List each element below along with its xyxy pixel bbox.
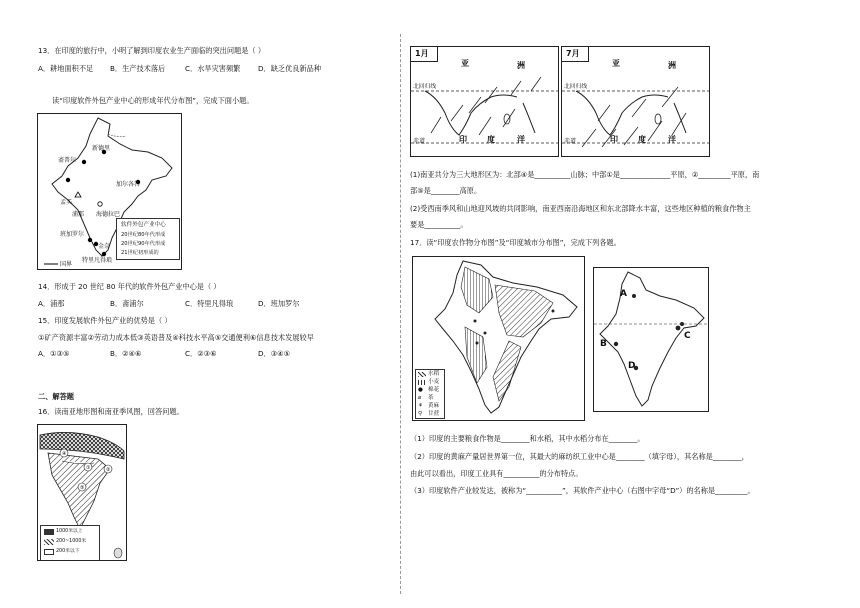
city-label-c: C xyxy=(684,331,691,341)
map1-legend xyxy=(116,218,180,260)
jan-ocean-yin: 印 xyxy=(459,135,467,144)
city-bangalore: 班加罗尔 xyxy=(60,231,85,238)
software-outsourcing-map xyxy=(37,113,182,270)
legend-swatch-rice xyxy=(418,372,426,377)
legend-high: 1000米以上 xyxy=(56,529,83,534)
city-thiruvananthapuram: 特里凡得琅 xyxy=(82,257,113,264)
svg-text:②: ② xyxy=(106,467,111,473)
crop-legend xyxy=(415,369,445,419)
legend-swatch-wheat xyxy=(418,380,426,385)
jul-ocean-yin: 印 xyxy=(610,135,618,144)
q17-sub3: （3）印度软件产业较发达，被称为“__________”，其软件产业中心（右图中字母“D”）的名称是_________。 xyxy=(410,486,755,495)
svg-text:④: ④ xyxy=(62,451,67,457)
q17-sub2-line1: （2）印度的黄麻产量居世界第一位，其最大的麻纺织工业中心是________（填字母），其名称是________， xyxy=(410,452,749,461)
city-hyderabad: 海德拉巴 xyxy=(96,211,121,218)
city-kolkata: 加尔各答 xyxy=(116,181,141,188)
monsoon-map-january xyxy=(410,46,559,157)
q16-sub2-line1: (2)受西南季风和山地迎风坡的共同影响，南亚西南沿海地区和东北部降水丰富，这些地区种植的粮食作物主 xyxy=(410,204,751,213)
legend-swatch-mid xyxy=(44,539,54,545)
jan-month-label: 1月 xyxy=(415,49,429,58)
monsoon-jan-drawing xyxy=(411,47,558,156)
jul-equator-label: 赤道 xyxy=(564,138,577,145)
jul-ocean-du: 度 xyxy=(638,135,646,144)
jan-tropic-label: 北回归线 xyxy=(413,84,437,90)
jul-tropic-label: 北回归线 xyxy=(564,84,588,90)
border-label: 国界 xyxy=(60,261,73,268)
section-title: 二、解答题 xyxy=(38,392,74,401)
q15-factors: ①矿产资源丰富②劳动力成本低③英语普及④科技水平高⑤交通便利⑥信息技术发展较早 xyxy=(38,333,314,342)
q14-option-c: C．特里凡得琅 xyxy=(185,299,234,308)
legend-cotton: 棉花 xyxy=(428,387,440,393)
q14-option-d: D．班加罗尔 xyxy=(258,299,300,308)
q13-stem: 13．在印度的旅行中，小明了解到印度农业生产面临的突出问题是（ ） xyxy=(38,46,266,55)
legend-rice: 水稻 xyxy=(428,371,440,377)
jan-month-box xyxy=(411,47,438,62)
legend-low: 200米以下 xyxy=(56,549,80,554)
sugarcane-icon: ⚲ xyxy=(418,411,423,417)
q15-option-b: B．②④⑥ xyxy=(110,349,142,358)
jan-asia-ya: 亚 xyxy=(461,59,469,68)
q17-stem: 17．读“印度农作物分布图”及“印度城市分布图”，完成下列各题。 xyxy=(410,238,621,247)
q15-option-c: C．②③⑥ xyxy=(185,349,217,358)
city-new-delhi: 新德里 xyxy=(92,145,111,152)
jul-asia-ya: 亚 xyxy=(612,59,620,68)
legend-swatch-high xyxy=(44,529,54,535)
q16-sub1-line2: 部⑤是________高原。 xyxy=(410,186,482,195)
monsoon-jul-drawing xyxy=(562,47,709,156)
legend-tea: 茶 xyxy=(428,395,434,401)
jan-equator-label: 赤道 xyxy=(413,138,426,145)
q15-stem: 15．印度发展软件外包产业的优势是（ ） xyxy=(38,316,172,325)
city-mumbai: 孟买 xyxy=(60,199,73,206)
tea-icon: ⌀ xyxy=(418,395,422,401)
q16-stem: 16．读南亚地形图和南亚季风图，回答问题。 xyxy=(38,407,184,416)
q14-option-b: B．斋浦尔 xyxy=(110,299,144,308)
column-divider xyxy=(400,34,401,594)
svg-text:⑤: ⑤ xyxy=(80,485,85,491)
read-map-instruction: 读“印度软件外包产业中心的形成年代分布图”，完成下面小题。 xyxy=(52,96,254,105)
south-asia-terrain-map xyxy=(37,424,127,561)
q14-stem: 14．形成于 20 世纪 80 年代的软件外包产业中心是（ ） xyxy=(38,282,221,291)
jan-ocean-du: 度 xyxy=(487,135,495,144)
q13-option-a: A．耕地面积不足 xyxy=(38,64,94,73)
q14-option-a: A．浦那 xyxy=(38,299,65,308)
legend-jute: 黄麻 xyxy=(428,403,440,409)
q17-sub1: （1）印度的主要粮食作物是________和水稻，其中水稻分布在________。 xyxy=(410,434,645,443)
india-city-distribution-map xyxy=(593,267,709,412)
q15-option-a: A．①③⑤ xyxy=(38,349,70,358)
monsoon-map-july xyxy=(561,46,710,157)
jul-asia-zhou: 洲 xyxy=(668,61,676,70)
q13-option-b: B．生产技术落后 xyxy=(110,64,166,73)
svg-text:①: ① xyxy=(86,465,91,471)
legend-swatch-low xyxy=(44,549,54,555)
jul-ocean-yang: 洋 xyxy=(668,135,676,144)
legend-wheat: 小麦 xyxy=(428,379,440,385)
legend-mid: 200~1000米 xyxy=(56,539,87,544)
jul-month-box xyxy=(562,47,589,62)
jan-ocean-yang: 洋 xyxy=(517,135,525,144)
city-label-a: A xyxy=(620,289,627,299)
q13-option-c: C．水旱灾害频繁 xyxy=(185,64,241,73)
jul-month-label: 7月 xyxy=(566,49,580,58)
q16-sub1-line1: (1)南亚共分为三大地形区为：北部④是__________山脉；中部①是______________平原，②_________平原，南 xyxy=(410,170,760,179)
city-pune: 浦那 xyxy=(72,211,85,218)
jan-asia-zhou: 洲 xyxy=(517,61,525,70)
q15-option-d: D．③④⑤ xyxy=(258,349,291,358)
map1-legend-80s: 20世纪80年代形成 xyxy=(121,232,166,238)
legend-sugarcane: 甘蔗 xyxy=(428,411,440,417)
q17-sub2-line2: 由此可以看出，印度工业具有__________的分布特点。 xyxy=(410,469,583,478)
india-crop-distribution-map xyxy=(412,256,585,421)
jute-icon: ⚘ xyxy=(418,403,424,409)
city-label-d: D xyxy=(628,361,636,371)
cotton-icon: ● xyxy=(418,387,423,393)
q16-sub2-line2: 要是__________。 xyxy=(410,220,468,229)
map1-legend-title: 软件外包产业中心 xyxy=(121,222,166,228)
map1-legend-90s: 20世纪90年代形成 xyxy=(121,241,166,247)
city-label-b: B xyxy=(600,339,607,349)
city-jaipur: 斋普尔 xyxy=(58,157,77,164)
city-chennai: 金奈 xyxy=(98,243,111,250)
terrain-legend xyxy=(40,525,100,561)
map1-legend-21c: 21世纪初形成的 xyxy=(121,250,159,256)
q13-option-d: D．缺乏优良新品种 xyxy=(258,64,322,73)
